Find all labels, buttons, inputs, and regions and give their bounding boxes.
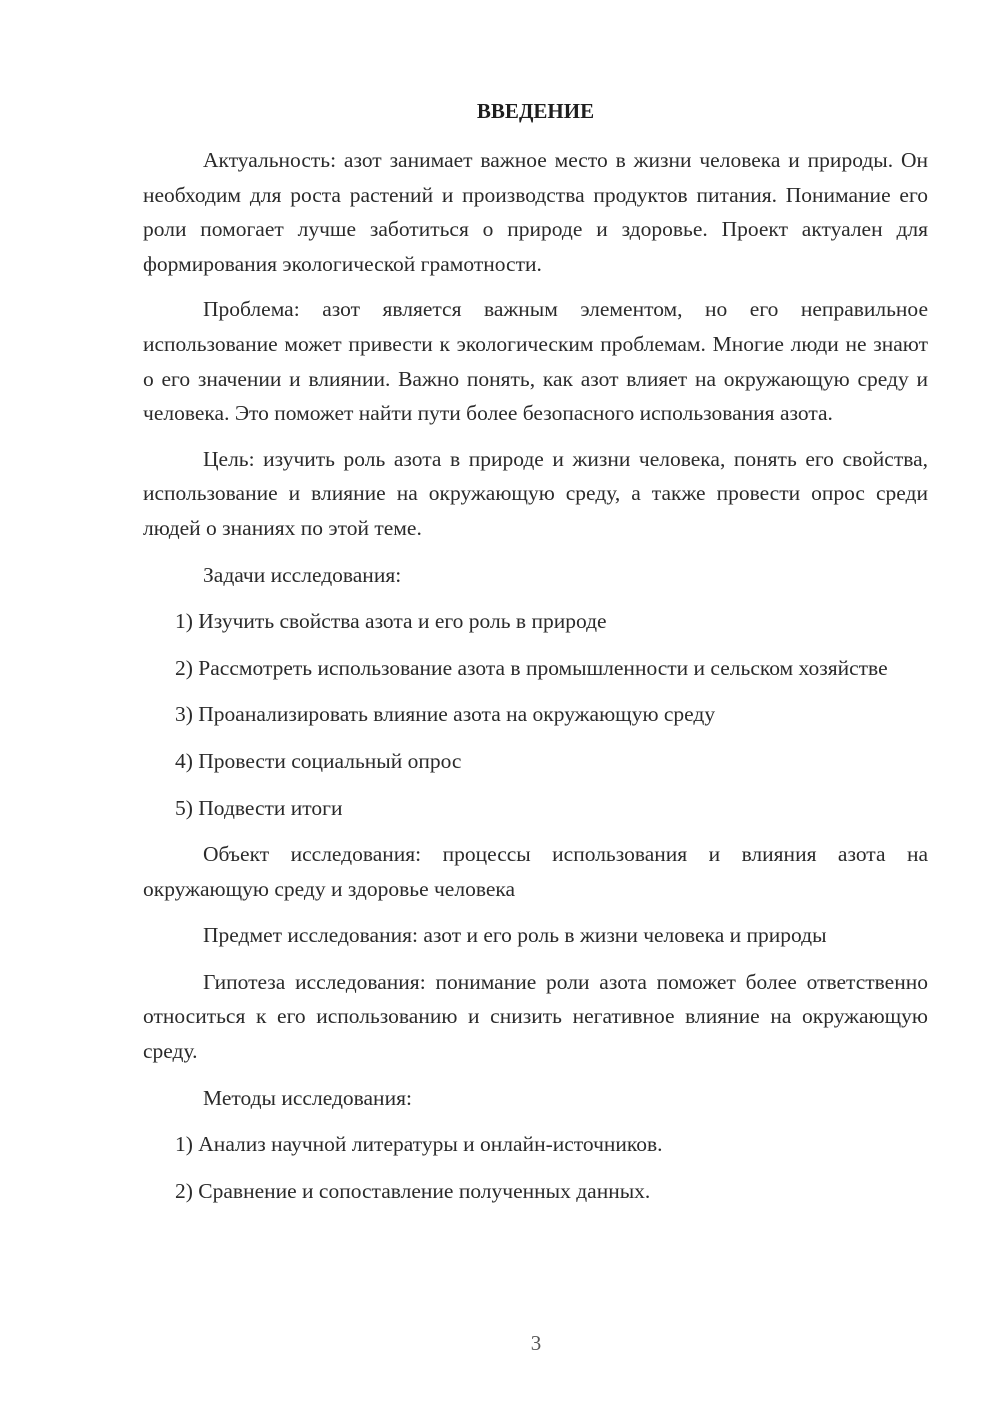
method-item-1: 1) Анализ научной литературы и онлайн-источников. (175, 1132, 663, 1157)
hypothesis-paragraph: Гипотеза исследования: понимание роли азота поможет более ответственно относиться к его использованию и снизить негативное влияние на окружающую среду. (143, 969, 928, 1064)
methods-heading: Методы исследования: (203, 1085, 412, 1110)
task-item-5: 5) Подвести итоги (175, 795, 343, 820)
document-body (143, 143, 928, 1208)
section-title: ВВЕДЕНИЕ (476, 99, 595, 123)
object-paragraph: Объект исследования: процессы использования и влияния азота на окружающую среду и здоровье человека (143, 842, 928, 901)
task-item-4: 4) Провести социальный опрос (175, 748, 462, 773)
page-number: 3 (530, 1331, 542, 1355)
goal-paragraph: Цель: изучить роль азота в природе и жизни человека, понять его свойства, использование и влияние на окружающую среду, а также провести опрос среди людей о знаниях по этой теме. (143, 446, 928, 540)
method-item-2: 2) Сравнение и сопоставление полученных данных. (175, 1178, 651, 1203)
task-item-2: 2) Рассмотреть использование азота в промышленности и сельском хозяйстве (175, 655, 888, 680)
relevance-paragraph: Актуальность: азот занимает важное место в жизни человека и природы. Он необходим для роста растений и производства продуктов питания. Понимание его роли помогает лучше заботиться о природе и здоровье. Проект актуален для формирования экологической грамотности. (143, 148, 928, 276)
task-item-1: 1) Изучить свойства азота и его роль в природе (175, 609, 607, 634)
tasks-heading: Задачи исследования: (203, 562, 402, 587)
problem-paragraph: Проблема: азот является важным элементом, но его неправильное использование может привести к экологическим проблемам. Многие люди не знают о его значении и влиянии. Важно понять, как азот влияет на окружающую среду и человека. Это поможет найти пути более безопасного использования азота. (143, 297, 928, 426)
subject-paragraph: Предмет исследования: азот и его роль в жизни человека и природы (203, 923, 827, 948)
task-item-3: 3) Проанализировать влияние азота на окружающую среду (175, 702, 716, 727)
